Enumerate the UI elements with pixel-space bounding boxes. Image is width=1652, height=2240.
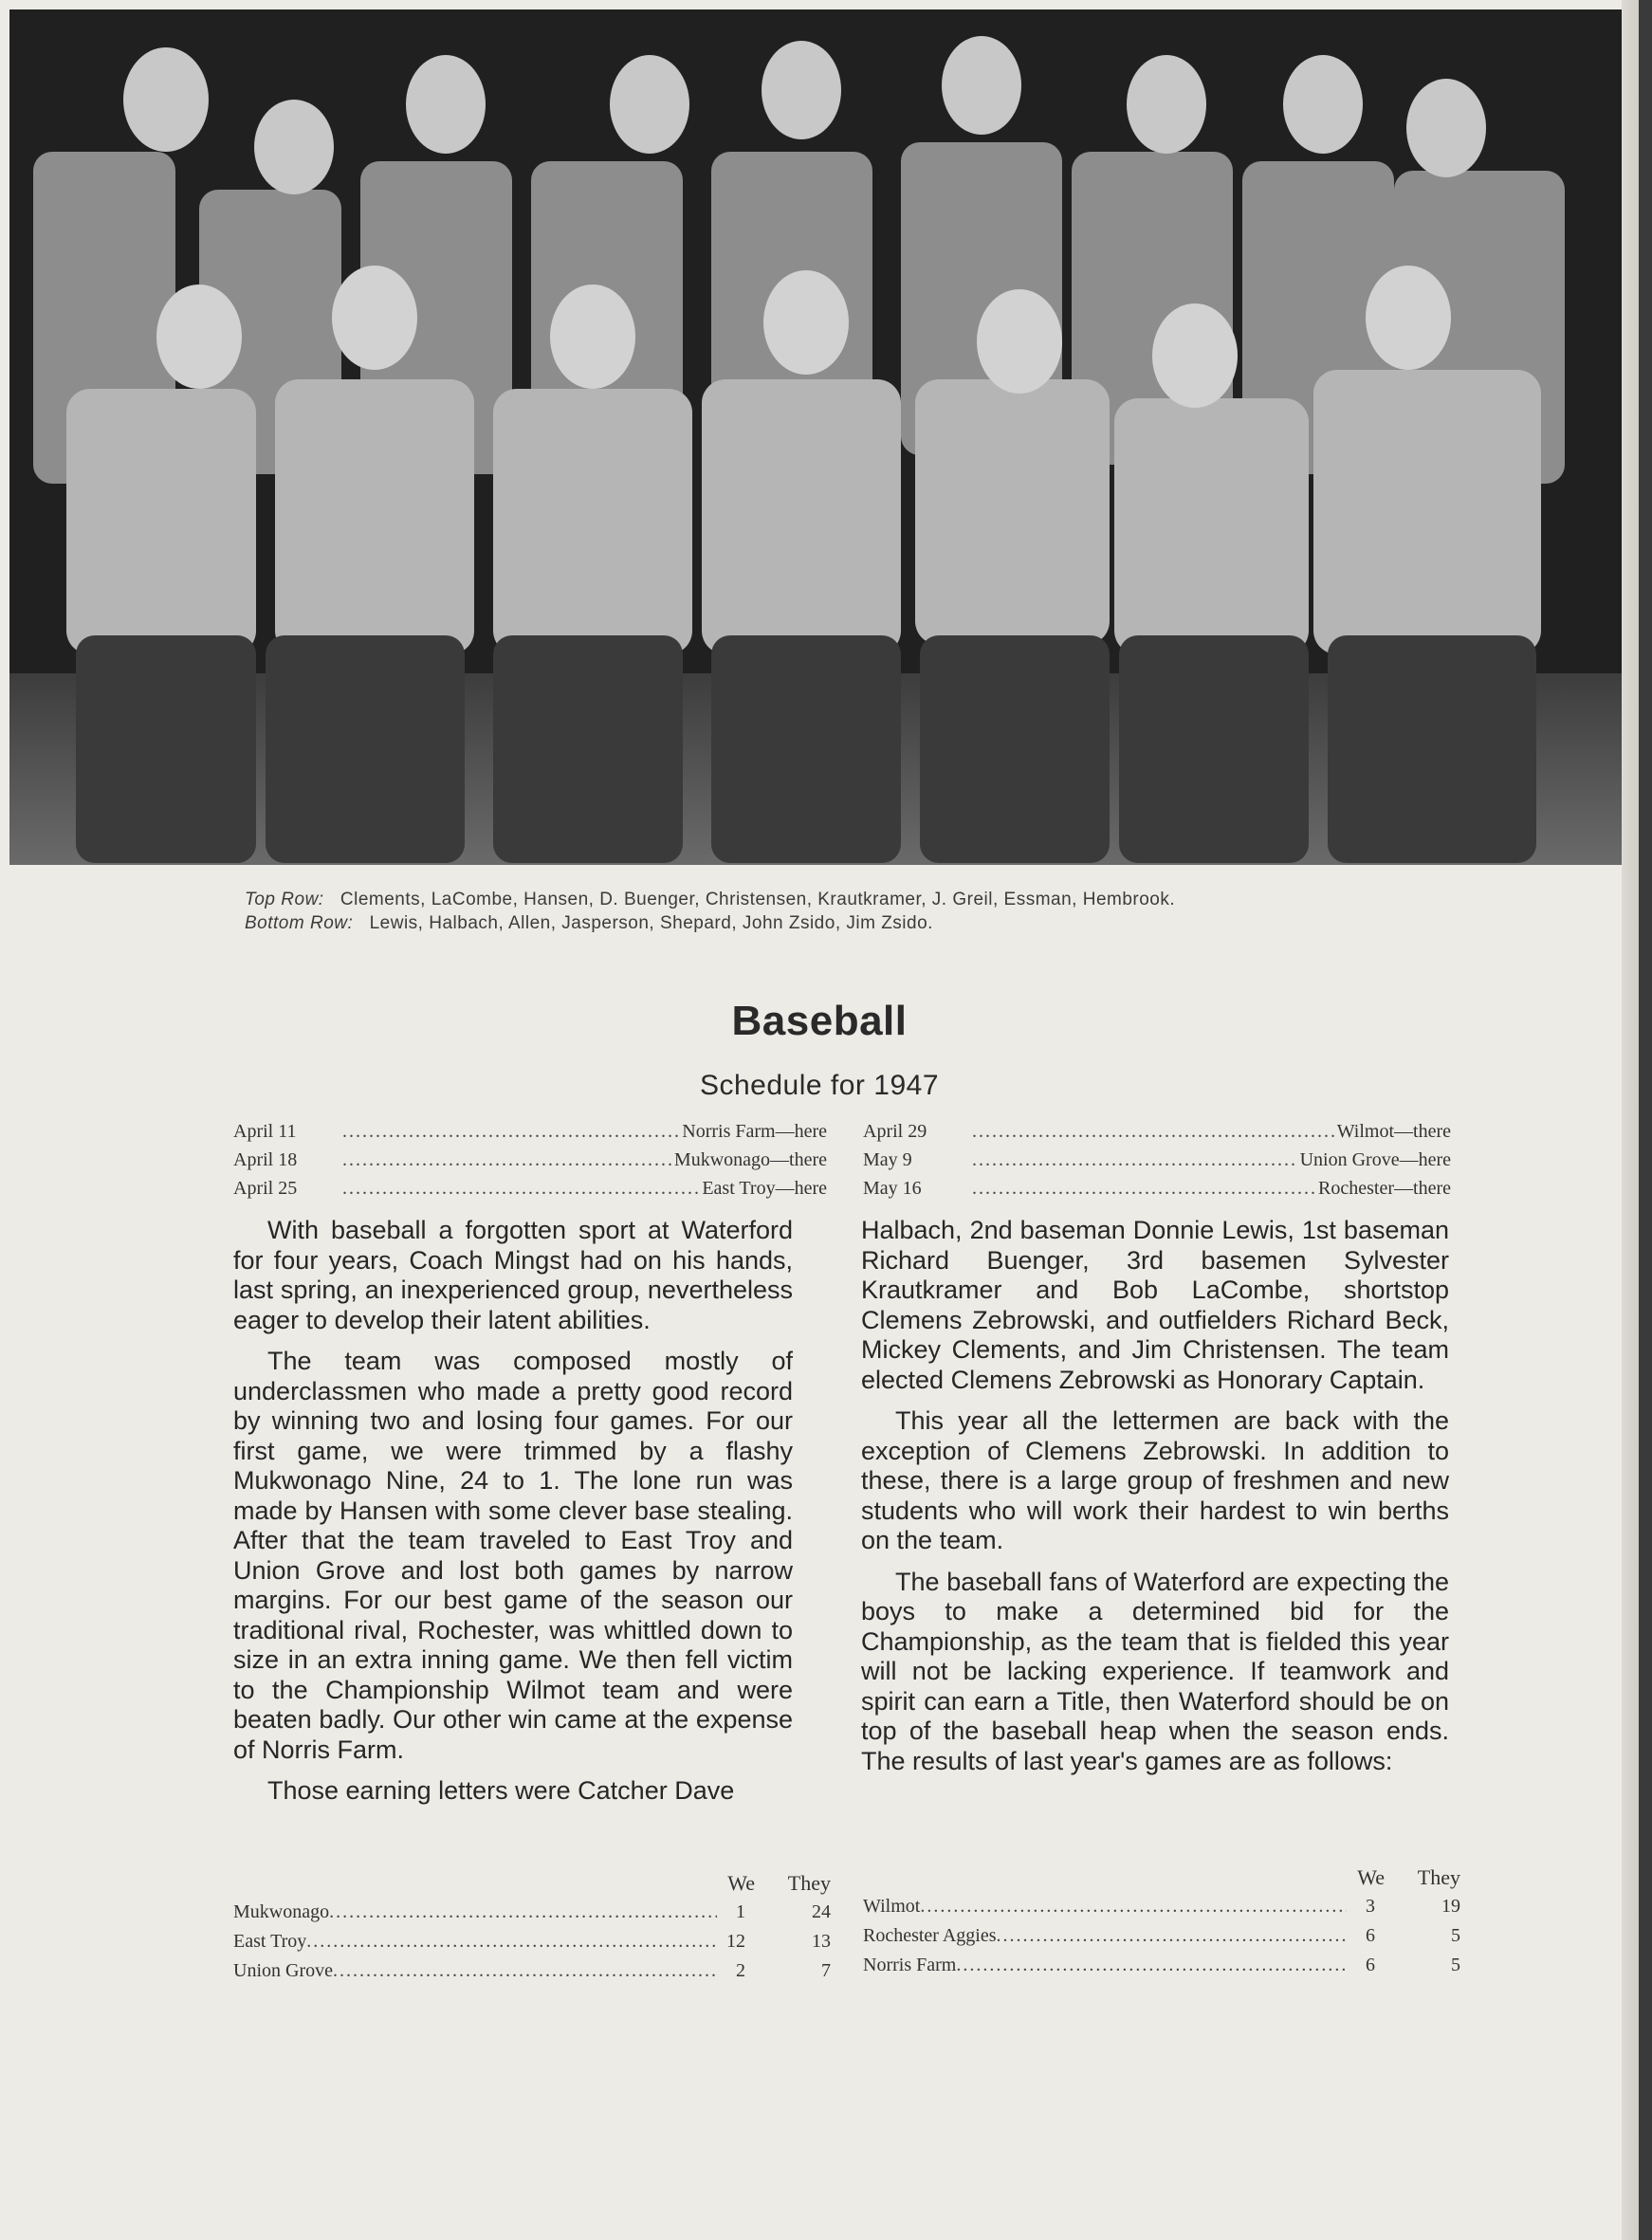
results-header-we: We — [727, 1871, 755, 1895]
results-team: Rochester Aggies — [863, 1925, 997, 1946]
results-team: Union Grove — [233, 1960, 333, 1981]
schedule-left — [233, 1117, 827, 1203]
results-they: 5 — [1451, 1955, 1460, 1975]
results-team: Mukwonago — [233, 1901, 330, 1922]
page-title: Baseball — [731, 998, 908, 1044]
team-photo — [9, 9, 1629, 865]
results-we: 3 — [1366, 1896, 1375, 1917]
schedule-opponent: Union Grove—here — [1299, 1149, 1451, 1170]
schedule-row — [863, 1117, 1451, 1146]
page-edge — [1622, 0, 1639, 2240]
results-team: East Troy — [233, 1931, 307, 1952]
schedule-row — [233, 1174, 827, 1203]
results-header — [863, 1863, 1460, 1892]
results-they: 19 — [1441, 1896, 1460, 1917]
results-row — [863, 1892, 1460, 1921]
schedule-date: May 9 — [863, 1149, 912, 1170]
results-we: 6 — [1366, 1955, 1375, 1975]
right-column-text — [861, 1216, 1449, 1788]
paragraph: Those earning letters were Catcher Dave — [267, 1776, 735, 1805]
caption-bottom-row-names: Lewis, Halbach, Allen, Jasperson, Shepard, John Zsido, Jim Zsido. — [369, 913, 933, 933]
schedule-opponent: East Troy—here — [702, 1178, 827, 1199]
results-header-they: They — [787, 1871, 831, 1895]
schedule-row — [863, 1146, 1451, 1174]
schedule-date: April 25 — [233, 1178, 298, 1199]
schedule-row — [233, 1146, 827, 1174]
results-team: Norris Farm — [863, 1955, 957, 1975]
results-row — [863, 1921, 1460, 1951]
team-photo-illustration — [9, 9, 1629, 865]
caption-top-row — [245, 888, 1478, 911]
schedule-opponent: Norris Farm—here — [682, 1121, 827, 1142]
schedule-right — [863, 1117, 1451, 1203]
results-right — [863, 1863, 1460, 1980]
results-row — [233, 1927, 831, 1956]
results-we: 1 — [736, 1901, 745, 1922]
results-we: 6 — [1366, 1925, 1375, 1946]
results-they: 13 — [812, 1931, 831, 1952]
paragraph: The baseball fans of Waterford are expecting the boys to make a determined bid for the Championship, as the team that is fielded this year will not be lacking experience. If teamwork and spirit can earn a Title, then Waterford should be on top of the baseball heap when the season ends. The results of last year's games are as follows: — [861, 1567, 1449, 1775]
results-header — [233, 1868, 831, 1898]
paragraph: The team was composed mostly of underclassmen who made a pretty good record by winning two and losing four games. For our first game, we were trimmed by a flashy Mukwonago Nine, 24 to 1. The lone run was made by Hansen with some clever base stealing. After that the team traveled to East Troy and Union Grove and lost both games by narrow margins. For our best game of the season our traditional rival, Rochester, was whittled down to size in an extra inning game. We then fell victim to the Championship Wilmot team and were beaten badly. Our other win came at the expense of Norris Farm. — [233, 1347, 793, 1764]
schedule-subtitle: Schedule for 1947 — [699, 1070, 939, 1101]
paragraph: This year all the lettermen are back with the exception of Clemens Zebrowski. In addition to these, there is a large group of freshmen and new students who will work their hardest to win berths on the team. — [861, 1406, 1449, 1554]
results-header-they: They — [1417, 1865, 1460, 1889]
results-they: 7 — [821, 1960, 831, 1981]
schedule-date: April 18 — [233, 1149, 298, 1170]
photo-caption — [245, 888, 1478, 935]
left-column-text — [233, 1216, 793, 1818]
caption-bottom-row-label: Bottom Row: — [245, 913, 354, 933]
schedule-row — [863, 1174, 1451, 1203]
results-left — [233, 1868, 831, 1986]
paragraph: Halbach, 2nd baseman Donnie Lewis, 1st baseman Richard Buenger, 3rd basemen Sylvester Krautkramer and Bob LaCombe, shortstop Clemens Zebrowski, and outfielders Richard Beck, Mickey Clements, and Jim Christensen. The team elected Clemens Zebrowski as Honorary Captain. — [861, 1216, 1449, 1394]
schedule-date: May 16 — [863, 1178, 922, 1199]
results-row — [863, 1951, 1460, 1980]
caption-bottom-row — [245, 911, 1478, 935]
schedule-date: April 29 — [863, 1121, 927, 1142]
schedule-date: April 11 — [233, 1121, 297, 1142]
caption-top-row-names: Clements, LaCombe, Hansen, D. Buenger, Christensen, Krautkramer, J. Greil, Essman, Hembrook. — [340, 890, 1176, 909]
paragraph: With baseball a forgotten sport at Waterford for four years, Coach Mingst had on his hands, last spring, an inexperienced group, nevertheless eager to develop their latent abilities. — [233, 1216, 793, 1334]
results-we: 12 — [726, 1931, 745, 1952]
results-team: Wilmot — [863, 1896, 921, 1917]
results-we: 2 — [736, 1960, 745, 1981]
schedule-row — [233, 1117, 827, 1146]
results-row — [233, 1898, 831, 1927]
results-row — [233, 1956, 831, 1986]
schedule-opponent: Rochester—there — [1318, 1178, 1451, 1199]
schedule-opponent: Wilmot—there — [1336, 1121, 1451, 1142]
results-they: 24 — [812, 1901, 831, 1922]
results-header-we: We — [1357, 1865, 1385, 1889]
caption-top-row-label: Top Row: — [245, 890, 324, 909]
results-they: 5 — [1451, 1925, 1460, 1946]
schedule-opponent: Mukwonago—there — [673, 1149, 827, 1170]
